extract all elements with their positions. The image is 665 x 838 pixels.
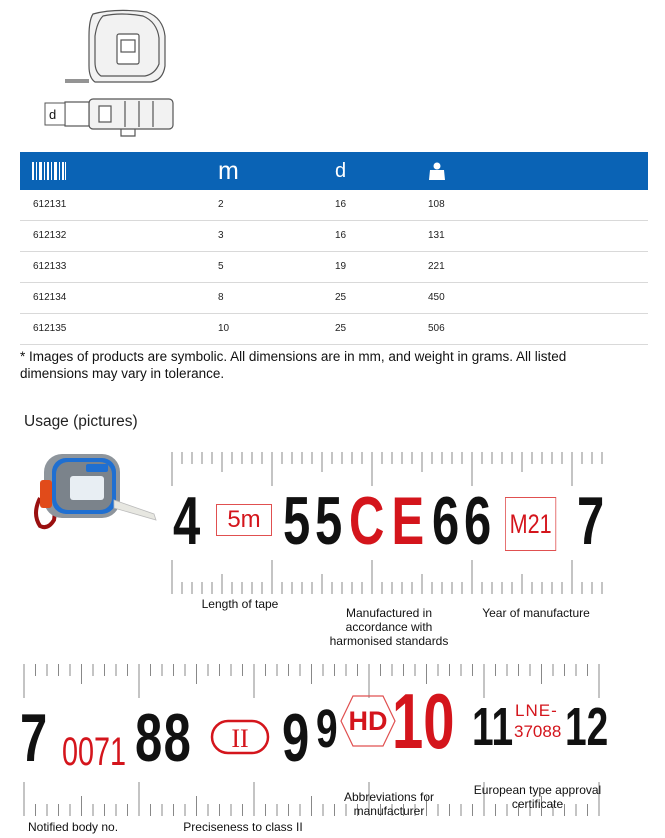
lne-mark: LNE- [515, 701, 558, 720]
caption-abbreviations: Abbreviations for manufacturer [343, 790, 435, 818]
tape-length-mark: 5m [216, 504, 272, 536]
tape2-number-10: 10 [392, 677, 455, 765]
table-row [20, 190, 648, 221]
caption-manufactured: Manufactured in accordance with harmonised standards [329, 606, 449, 648]
tape1-number-6: 6 [432, 483, 460, 559]
cell-weight: 221 [428, 261, 445, 272]
cell-length: 3 [218, 230, 224, 241]
caption-european-approval: European type approval certificate [473, 783, 602, 811]
lne-number: 37088 [514, 722, 562, 741]
caption-notified-body: Notified body no. [28, 820, 119, 834]
header-width: d [335, 160, 347, 182]
weight-icon [428, 152, 446, 190]
cell-code: 612132 [33, 230, 67, 241]
year-mark: M21 [505, 497, 556, 551]
tape1-number-6b: 6 [464, 483, 492, 559]
class-ii-label: II [231, 724, 249, 753]
table-row [20, 283, 648, 314]
cell-width: 16 [335, 230, 347, 241]
cell-length: 5 [218, 261, 224, 272]
cell-length: 10 [218, 323, 230, 334]
d-label: d [49, 107, 57, 122]
class-ii-mark [210, 717, 270, 757]
product-table [20, 152, 648, 345]
caption-preciseness: Preciseness to class II [183, 820, 303, 834]
table-row [20, 314, 648, 345]
caption-year: Year of manufacture [482, 606, 590, 620]
tape2-number-9: 9 [282, 700, 310, 776]
cell-length: 2 [218, 199, 224, 210]
cell-weight: 131 [428, 230, 445, 241]
cell-width: 25 [335, 323, 347, 334]
cell-length: 8 [218, 292, 224, 303]
tape2-number-88: 88 [135, 700, 193, 776]
hd-label: HD [348, 706, 388, 736]
cell-code: 612133 [33, 261, 67, 272]
tape1-number-5b: 5 [315, 483, 343, 559]
tape1-number-4: 4 [173, 483, 201, 559]
tape-measure-photo [26, 446, 162, 536]
tape2-number-9b: 9 [316, 699, 338, 759]
cell-code: 612134 [33, 292, 67, 303]
header-length: m [218, 157, 239, 185]
table-row [20, 221, 648, 252]
cell-code: 612131 [33, 199, 67, 210]
tape2-number-11: 11 [472, 697, 514, 757]
disclaimer-note: * Images of products are symbolic. All dimensions are in mm, and weight in grams. All listed dimensions may vary in tolerance. [20, 349, 567, 381]
cell-code: 612135 [33, 323, 67, 334]
cell-weight: 108 [428, 199, 445, 210]
cell-width: 25 [335, 292, 347, 303]
caption-length-of-tape: Length of tape [201, 597, 279, 611]
tape2-number-7: 7 [20, 700, 48, 776]
ce-mark: CE [349, 483, 432, 559]
cell-width: 16 [335, 199, 347, 210]
usage-heading: Usage (pictures) [24, 413, 138, 430]
cell-width: 19 [335, 261, 347, 272]
tape1-number-5: 5 [283, 483, 311, 559]
table-row [20, 252, 648, 283]
tape-measure-diagram [49, 6, 185, 142]
table-header [20, 152, 648, 190]
hd-manufacturer-mark [339, 694, 397, 748]
tape1-number-7: 7 [577, 483, 605, 559]
cell-weight: 506 [428, 323, 445, 334]
notified-body-mark: 0071 [62, 730, 127, 774]
barcode-icon [32, 152, 66, 190]
tape2-number-12: 12 [565, 697, 609, 757]
cell-weight: 450 [428, 292, 445, 303]
